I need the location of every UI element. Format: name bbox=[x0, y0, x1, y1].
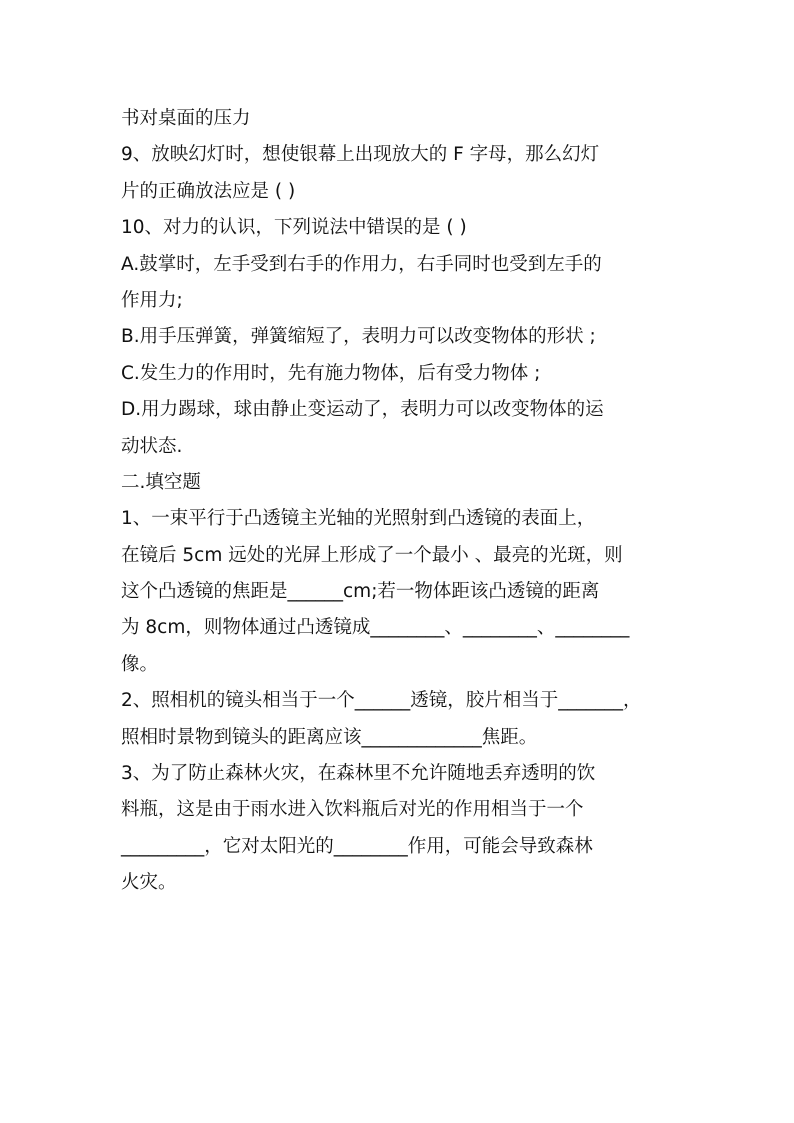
fill-3-line-4: 火灾。 bbox=[121, 872, 177, 894]
section-heading: 二.填空题 bbox=[121, 471, 201, 493]
question-9-line-1: 9、放映幻灯时，想使银幕上出现放大的 F 字母，那么幻灯 bbox=[121, 144, 600, 166]
fill-1-line-2: 在镜后 5cm 远处的光屏上形成了一个最小 、最亮的光斑，则 bbox=[121, 544, 623, 566]
option-b: B.用手压弹簧，弹簧缩短了，表明力可以改变物体的形状 ; bbox=[121, 326, 596, 348]
option-a-line-2: 作用力; bbox=[121, 289, 183, 311]
fill-1-line-5: 像。 bbox=[121, 653, 159, 675]
fill-3-line-3: _________，它对太阳光的________作用，可能会导致森林 bbox=[121, 835, 593, 857]
fill-3-line-2: 料瓶，这是由于雨水进入饮料瓶后对光的作用相当于一个 bbox=[121, 799, 584, 821]
question-10-stem: 10、对力的认识，下列说法中错误的是 ( ) bbox=[121, 217, 467, 239]
fill-1-line-4: 为 8cm，则物体通过凸透镜成________、________、________ bbox=[121, 617, 630, 639]
question-9-line-2: 片的正确放法应是 ( ) bbox=[121, 180, 296, 202]
fill-2-line-2: 照相时景物到镜头的距离应该_____________焦距。 bbox=[121, 726, 538, 748]
option-c: C.发生力的作用时，先有施力物体，后有受力物体 ; bbox=[121, 362, 541, 384]
document-body bbox=[121, 101, 681, 902]
option-d-line-2: 动状态. bbox=[121, 435, 183, 457]
fill-3-line-1: 3、为了防止森林火灾，在森林里不允许随地丢弃透明的饮 bbox=[121, 763, 596, 785]
fill-1-line-1: 1、一束平行于凸透镜主光轴的光照射到凸透镜的表面上， bbox=[121, 508, 596, 530]
fill-2-line-1: 2、照相机的镜头相当于一个______透镜，胶片相当于_______， bbox=[121, 690, 642, 712]
fill-1-line-3: 这个凸透镜的焦距是______cm;若一物体距该凸透镜的距离 bbox=[121, 581, 600, 603]
option-d-line-1: D.用力踢球，球由静止变运动了，表明力可以改变物体的运 bbox=[121, 399, 604, 421]
text-line: 书对桌面的压力 bbox=[121, 108, 251, 129]
option-a-line-1: A.鼓掌时，左手受到右手的作用力，右手同时也受到左手的 bbox=[121, 253, 602, 275]
